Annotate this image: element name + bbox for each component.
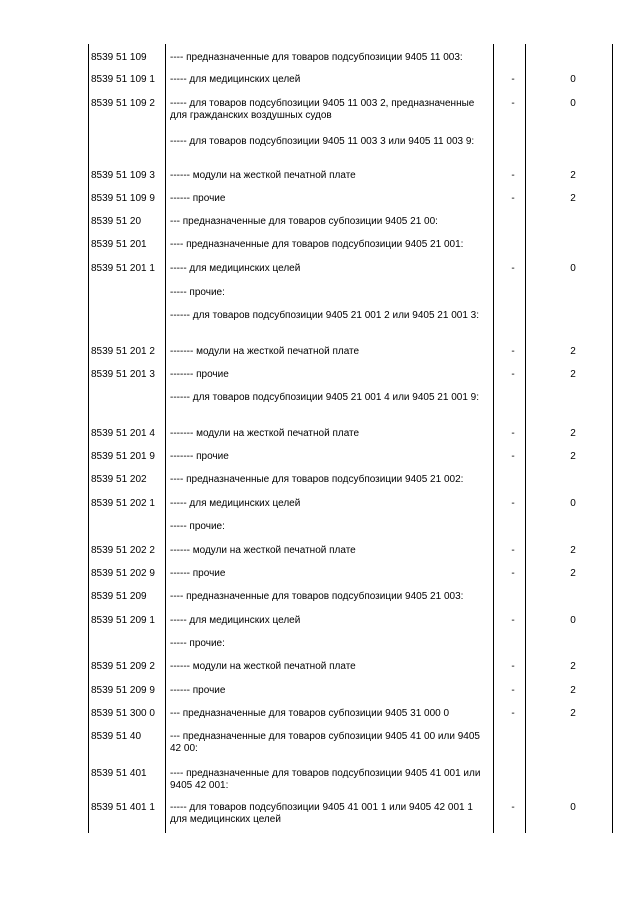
tariff-code-cell: 8539 51 201 9 <box>91 451 155 462</box>
tariff-code-cell: 8539 51 401 1 <box>91 802 155 813</box>
rate-cell: 0 <box>570 263 576 274</box>
tariff-code-cell: 8539 51 202 9 <box>91 568 155 579</box>
description-cell: ------ прочие <box>170 685 226 696</box>
duty-cell: - <box>511 568 515 579</box>
duty-cell: - <box>511 98 515 109</box>
table-border-left <box>88 44 89 833</box>
description-cell: ------ прочие <box>170 193 226 204</box>
tariff-code-cell: 8539 51 202 <box>91 474 147 485</box>
tariff-code-cell: 8539 51 109 <box>91 52 147 63</box>
description-cell: ------ модули на жесткой печатной плате <box>170 661 356 672</box>
tariff-code-cell: 8539 51 209 <box>91 591 147 602</box>
description-cell: ----- прочие: <box>170 287 225 298</box>
rate-cell: 2 <box>570 545 576 556</box>
tariff-code-cell: 8539 51 209 9 <box>91 685 155 696</box>
description-cell: ---- предназначенные для товаров подсубпозиции 9405 21 001: <box>170 239 464 250</box>
duty-cell: - <box>511 615 515 626</box>
description-cell: ------ модули на жесткой печатной плате <box>170 170 356 181</box>
description-cell: ----- для товаров подсубпозиции 9405 11 003 3 или 9405 11 003 9: <box>170 136 475 147</box>
rate-cell: 2 <box>570 369 576 380</box>
tariff-code-cell: 8539 51 202 2 <box>91 545 155 556</box>
rate-cell: 2 <box>570 708 576 719</box>
tariff-code-cell: 8539 51 109 3 <box>91 170 155 181</box>
tariff-code-cell: 8539 51 202 1 <box>91 498 155 509</box>
description-cell: ----- для медицинских целей <box>170 263 301 274</box>
rate-cell: 2 <box>570 661 576 672</box>
description-cell: ---- предназначенные для товаров подсубпозиции 9405 11 003: <box>170 52 463 63</box>
tariff-code-cell: 8539 51 201 3 <box>91 369 155 380</box>
description-cell: ------ модули на жесткой печатной плате <box>170 545 356 556</box>
duty-cell: - <box>511 263 515 274</box>
rate-cell: 2 <box>570 685 576 696</box>
description-cell: ------- модули на жесткой печатной плате <box>170 346 360 357</box>
tariff-code-cell: 8539 51 209 2 <box>91 661 155 672</box>
rate-cell: 0 <box>570 74 576 85</box>
tariff-code-cell: 8539 51 40 <box>91 731 142 742</box>
rate-cell: 0 <box>570 802 576 813</box>
description-cell: ---- предназначенные для товаров подсубпозиции 9405 21 002: <box>170 474 464 485</box>
duty-cell: - <box>511 708 515 719</box>
rate-cell: 2 <box>570 193 576 204</box>
rate-cell: 0 <box>570 98 576 109</box>
description-cell: ------ для товаров подсубпозиции 9405 21 001 4 или 9405 21 001 9: <box>170 392 480 403</box>
description-cell: ----- для товаров подсубпозиции 9405 41 001 1 или 9405 42 001 1 для медицинских целей <box>170 802 473 825</box>
description-cell: ----- прочие: <box>170 638 225 649</box>
duty-cell: - <box>511 74 515 85</box>
description-cell: ----- для медицинских целей <box>170 498 301 509</box>
rate-cell: 2 <box>570 170 576 181</box>
tariff-code-cell: 8539 51 109 9 <box>91 193 155 204</box>
description-cell: ----- для медицинских целей <box>170 615 301 626</box>
description-cell: ------ прочие <box>170 568 226 579</box>
rate-cell: 0 <box>570 615 576 626</box>
duty-cell: - <box>511 661 515 672</box>
tariff-code-cell: 8539 51 201 4 <box>91 428 155 439</box>
duty-cell: - <box>511 428 515 439</box>
tariff-code-cell: 8539 51 401 <box>91 768 147 779</box>
duty-cell: - <box>511 685 515 696</box>
duty-cell: - <box>511 346 515 357</box>
duty-cell: - <box>511 451 515 462</box>
description-cell: ----- прочие: <box>170 521 225 532</box>
description-cell: ----- для медицинских целей <box>170 74 301 85</box>
rate-cell: 2 <box>570 428 576 439</box>
duty-cell: - <box>511 802 515 813</box>
description-cell: ---- предназначенные для товаров подсубпозиции 9405 21 003: <box>170 591 464 602</box>
tariff-code-cell: 8539 51 201 1 <box>91 263 155 274</box>
duty-cell: - <box>511 369 515 380</box>
rate-cell: 2 <box>570 568 576 579</box>
description-cell: ------- модули на жесткой печатной плате <box>170 428 360 439</box>
description-cell: ------- прочие <box>170 369 229 380</box>
tariff-code-cell: 8539 51 201 <box>91 239 147 250</box>
description-cell: ------ для товаров подсубпозиции 9405 21 001 2 или 9405 21 001 3: <box>170 310 480 321</box>
duty-cell: - <box>511 170 515 181</box>
description-cell: ---- предназначенные для товаров подсубпозиции 9405 41 001 или 9405 42 001: <box>170 768 481 791</box>
tariff-code-cell: 8539 51 20 <box>91 216 142 227</box>
rate-cell: 0 <box>570 498 576 509</box>
duty-cell: - <box>511 545 515 556</box>
tariff-code-cell: 8539 51 201 2 <box>91 346 155 357</box>
description-cell: --- предназначенные для товаров субпозиции 9405 41 00 или 9405 42 00: <box>170 731 480 754</box>
rate-cell: 2 <box>570 346 576 357</box>
tariff-code-cell: 8539 51 109 2 <box>91 98 155 109</box>
duty-cell: - <box>511 193 515 204</box>
description-cell: --- предназначенные для товаров субпозиции 9405 21 00: <box>170 216 438 227</box>
tariff-code-cell: 8539 51 209 1 <box>91 615 155 626</box>
description-cell: ----- для товаров подсубпозиции 9405 11 003 2, предназначенные для гражданских воздушных судов <box>170 98 475 121</box>
description-cell: --- предназначенные для товаров субпозиции 9405 31 000 0 <box>170 708 450 719</box>
description-cell: ------- прочие <box>170 451 229 462</box>
duty-cell: - <box>511 498 515 509</box>
tariff-code-cell: 8539 51 300 0 <box>91 708 155 719</box>
rate-cell: 2 <box>570 451 576 462</box>
tariff-code-cell: 8539 51 109 1 <box>91 74 155 85</box>
